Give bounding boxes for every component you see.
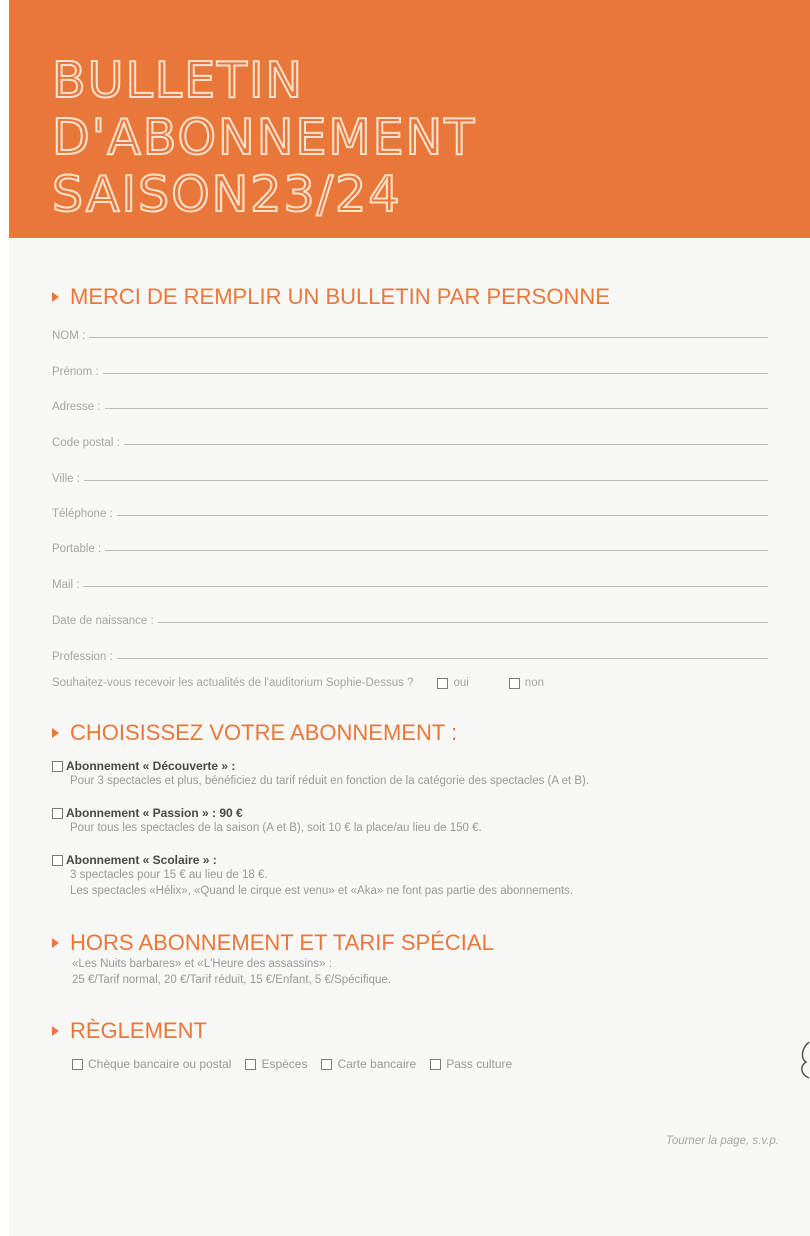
- newsletter-text: Souhaitez-vous recevoir les actualités de l'auditorium Sophie-Dessus ?: [52, 677, 414, 689]
- field-line[interactable]: [105, 408, 768, 409]
- subscription-title: Abonnement « Passion » : 90 €: [66, 806, 243, 820]
- arrow-right-icon: [52, 292, 59, 302]
- field-portable[interactable]: [52, 535, 768, 555]
- field-label: NOM :: [52, 330, 86, 342]
- scolaire-checkbox[interactable]: [52, 855, 63, 866]
- field-mail[interactable]: [52, 571, 768, 591]
- section-heading-hors-abonnement: [52, 930, 494, 956]
- subscription-desc: Pour 3 spectacles et plus, bénéficiez du tarif réduit en fonction de la catégorie des spectacles (A et B).: [70, 775, 590, 787]
- carte-checkbox[interactable]: [321, 1059, 332, 1070]
- field-adresse[interactable]: [52, 393, 768, 413]
- subscription-desc: Les spectacles «Hélix», «Quand le cirque est venu» et «Aka» ne font pas partie des abonnements.: [70, 885, 574, 897]
- subscription-title: Abonnement « Découverte » :: [66, 759, 236, 773]
- subscription-scolaire: [52, 853, 573, 899]
- newsletter-question: [52, 677, 544, 689]
- hors-abonnement-desc: [72, 956, 391, 988]
- newsletter-no-checkbox[interactable]: [509, 678, 520, 689]
- section-heading-personal: [52, 284, 610, 310]
- page-title: [52, 52, 476, 223]
- field-label: Code postal :: [52, 437, 120, 449]
- payment-option-especes[interactable]: [245, 1057, 307, 1071]
- payment-option-pass-culture[interactable]: [430, 1057, 512, 1071]
- arrow-right-icon: [52, 938, 59, 948]
- scissors-mark-icon: [798, 1040, 810, 1080]
- hors-line-1: «Les Nuits barbares» et «L'Heure des assassins» :: [72, 958, 332, 970]
- subscription-desc: Pour tous les spectacles de la saison (A et B), soit 10 € la place/au lieu de 150 €.: [70, 822, 482, 834]
- payment-label: Chèque bancaire ou postal: [88, 1057, 232, 1071]
- payment-label: Carte bancaire: [337, 1057, 417, 1071]
- field-label: Mail :: [52, 579, 80, 591]
- field-line[interactable]: [117, 658, 768, 659]
- especes-checkbox[interactable]: [245, 1059, 256, 1070]
- decouverte-checkbox[interactable]: [52, 761, 63, 772]
- field-label: Prénom :: [52, 366, 99, 378]
- subscription-desc: 3 spectacles pour 15 € au lieu de 18 €.: [70, 869, 268, 881]
- subscription-title: Abonnement « Scolaire » :: [66, 853, 217, 867]
- field-prenom[interactable]: [52, 358, 768, 378]
- field-label: Portable :: [52, 543, 102, 555]
- field-profession[interactable]: [52, 643, 768, 663]
- subscription-decouverte: [52, 759, 589, 789]
- subscription-passion: [52, 806, 482, 836]
- title-line-3: SAISON23/24: [52, 166, 402, 223]
- payment-option-carte[interactable]: [321, 1057, 416, 1071]
- field-code-postal[interactable]: [52, 429, 768, 449]
- field-line[interactable]: [105, 550, 768, 551]
- page-edge: [0, 0, 9, 1236]
- field-label: Adresse :: [52, 401, 101, 413]
- cheque-checkbox[interactable]: [72, 1059, 83, 1070]
- pass-culture-checkbox[interactable]: [430, 1059, 441, 1070]
- field-line[interactable]: [89, 337, 768, 338]
- passion-checkbox[interactable]: [52, 808, 63, 819]
- field-line[interactable]: [117, 515, 768, 516]
- section-heading-text: HORS ABONNEMENT ET TARIF SPÉCIAL: [70, 930, 494, 955]
- section-heading-text: MERCI DE REMPLIR UN BULLETIN PAR PERSONNE: [70, 284, 610, 309]
- field-telephone[interactable]: [52, 500, 768, 520]
- field-label: Date de naissance :: [52, 615, 154, 627]
- payment-label: Pass culture: [446, 1057, 513, 1071]
- field-date-naissance[interactable]: [52, 607, 768, 627]
- field-label: Ville :: [52, 473, 80, 485]
- section-heading-text: RÈGLEMENT: [70, 1018, 207, 1043]
- section-heading-subscription: [52, 720, 457, 746]
- arrow-right-icon: [52, 1026, 59, 1036]
- field-line[interactable]: [158, 622, 768, 623]
- newsletter-yes-label: oui: [453, 677, 469, 689]
- field-nom[interactable]: [52, 322, 768, 342]
- hors-line-2: 25 €/Tarif normal, 20 €/Tarif réduit, 15 €/Enfant, 5 €/Spécifique.: [72, 974, 391, 986]
- payment-label: Espèces: [261, 1057, 308, 1071]
- title-line-2: D'ABONNEMENT: [52, 109, 477, 166]
- footer-note: Tourner la page, s.v.p.: [665, 1135, 779, 1147]
- payment-option-cheque[interactable]: [72, 1057, 231, 1071]
- field-line[interactable]: [124, 444, 768, 445]
- field-line[interactable]: [84, 480, 768, 481]
- field-label: Profession :: [52, 651, 113, 663]
- title-line-1: BULLETIN: [52, 52, 305, 109]
- section-heading-reglement: [52, 1018, 207, 1044]
- arrow-right-icon: [52, 728, 59, 738]
- field-label: Téléphone :: [52, 508, 113, 520]
- field-ville[interactable]: [52, 465, 768, 485]
- newsletter-no-label: non: [524, 677, 544, 689]
- field-line[interactable]: [83, 586, 768, 587]
- newsletter-yes-option[interactable]: [437, 677, 468, 689]
- payment-options: [72, 1057, 512, 1071]
- newsletter-yes-checkbox[interactable]: [437, 678, 448, 689]
- newsletter-no-option[interactable]: [509, 677, 544, 689]
- section-heading-text: CHOISISSEZ VOTRE ABONNEMENT :: [70, 720, 458, 745]
- field-line[interactable]: [103, 373, 768, 374]
